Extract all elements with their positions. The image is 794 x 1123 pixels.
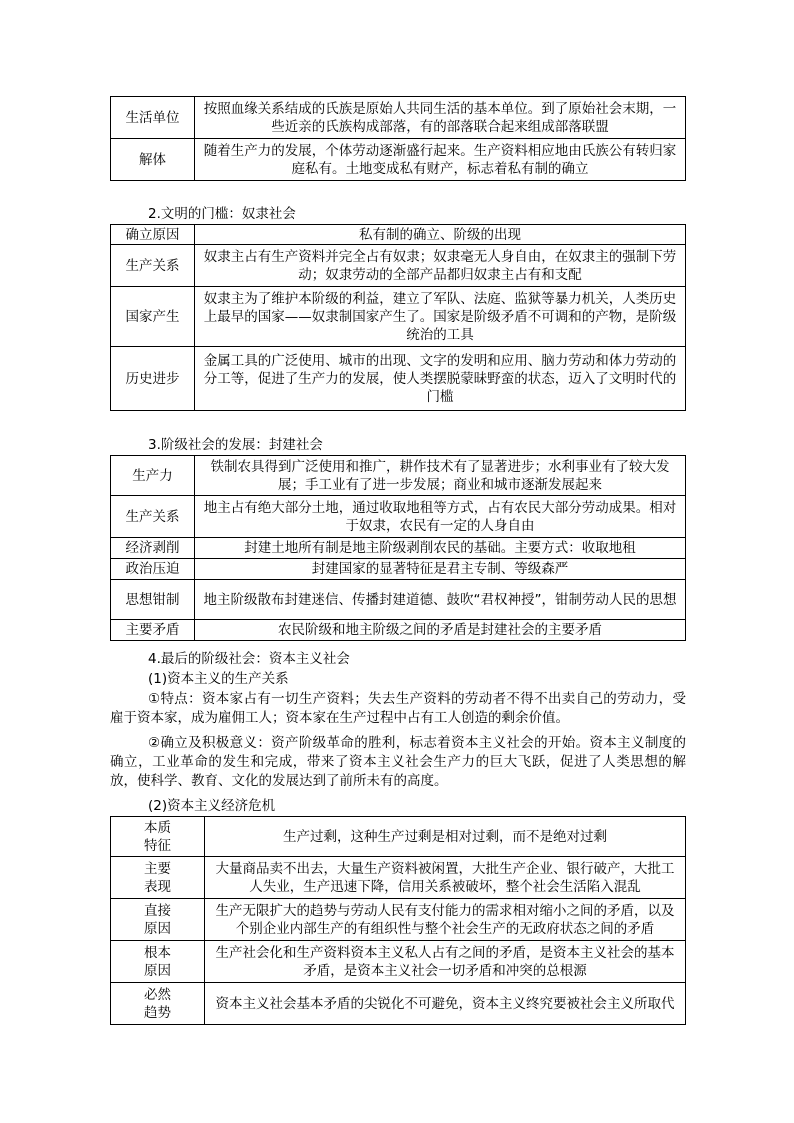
section-heading: 2.文明的门槛：奴隶社会 <box>148 206 296 222</box>
row-label: 生产关系 <box>111 245 195 287</box>
section-heading: 3.阶级社会的发展：封建社会 <box>148 437 323 453</box>
row-content: 奴隶主占有生产资料并完全占有奴隶；奴隶毫无人身自由，在奴隶主的强制下劳动；奴隶劳动的全部产品都归奴隶主占有和支配 <box>195 245 686 287</box>
row-label: 国家产生 <box>111 287 195 347</box>
subsection-heading: (2)资本主义经济危机 <box>148 798 276 814</box>
row-label: 历史进步 <box>111 347 195 411</box>
row-label-line: 原因 <box>144 920 171 937</box>
table-row <box>111 456 686 496</box>
row-label <box>111 983 205 1025</box>
row-content: 农民阶级和地主阶级之间的矛盾是封建社会的主要矛盾 <box>195 620 686 641</box>
table-row <box>111 899 686 941</box>
table-row <box>111 538 686 559</box>
paragraph-characteristics: ①特点：资本家占有一切生产资料；失去生产资料的劳动者不得不出卖自己的劳动力，受雇于资本家，成为雇佣工人；资本家在生产过程中占有工人创造的剩余价值。 <box>110 691 686 726</box>
subsection-heading: (1)资本主义的生产关系 <box>148 671 289 687</box>
paragraph-establishment: ②确立及积极意义：资产阶级革命的胜利，标志着资本主义社会的开始。资本主义制度的确立，工业革命的发生和完成，带来了资本主义社会生产力的巨大飞跃，促进了人类思想的解放，使科学、教育、文化的发展达到了前所未有的高度。 <box>110 735 686 789</box>
table-row <box>111 287 686 347</box>
row-label <box>111 857 205 899</box>
row-label: 生产力 <box>111 456 195 496</box>
row-content: 生产过剩，这种生产过剩是相对过剩，而不是绝对过剩 <box>205 817 686 857</box>
table-row <box>111 225 686 245</box>
table-slave-society <box>110 224 686 411</box>
table-row <box>111 857 686 899</box>
row-label: 主要矛盾 <box>111 620 195 641</box>
table-primitive-society <box>110 96 686 181</box>
table-row <box>111 580 686 620</box>
table-row <box>111 817 686 857</box>
row-label-line: 直接 <box>144 902 171 919</box>
table-row <box>111 347 686 411</box>
row-label-line: 表现 <box>144 878 171 895</box>
row-label <box>111 899 205 941</box>
row-content: 私有制的确立、阶级的出现 <box>195 225 686 245</box>
row-content: 大量商品卖不出去，大量生产资料被闲置，大批生产企业、银行破产，大批工人失业，生产迅速下降，信用关系被破坏，整个社会生活陷入混乱 <box>205 857 686 899</box>
row-content: 奴隶主为了维护本阶级的利益，建立了军队、法庭、监狱等暴力机关，人类历史上最早的国家——奴隶制国家产生了。国家是阶级矛盾不可调和的产物，是阶级统治的工具 <box>195 287 686 347</box>
row-label: 确立原因 <box>111 225 195 245</box>
row-label-line: 主要 <box>144 860 171 877</box>
row-content: 铁制农具得到广泛使用和推广，耕作技术有了显著进步；水利事业有了较大发展；手工业有了进一步发展；商业和城市逐渐发展起来 <box>195 456 686 496</box>
row-content: 随着生产力的发展，个体劳动逐渐盛行起来。生产资料相应地由氏族公有转归家庭私有。土地变成私有财产，标志着私有制的确立 <box>195 139 686 181</box>
table-row <box>111 941 686 983</box>
row-label: 经济剥削 <box>111 538 195 559</box>
row-content: 按照血缘关系结成的氏族是原始人共同生活的基本单位。到了原始社会末期，一些近亲的氏族构成部落，有的部落联合起来组成部落联盟 <box>195 97 686 139</box>
row-content: 封建土地所有制是地主阶级剥削农民的基础。主要方式：收取地租 <box>195 538 686 559</box>
row-label-line: 特征 <box>144 837 171 854</box>
row-label-line: 趋势 <box>144 1004 171 1021</box>
row-label-line: 根本 <box>144 944 171 961</box>
row-content: 生产社会化和生产资料资本主义私人占有之间的矛盾，是资本主义社会的基本矛盾，是资本主义社会一切矛盾和冲突的总根源 <box>205 941 686 983</box>
row-label: 思想钳制 <box>111 580 195 620</box>
row-label-line: 必然 <box>144 986 171 1003</box>
row-content: 资本主义社会基本矛盾的尖锐化不可避免，资本主义终究要被社会主义所取代 <box>205 983 686 1025</box>
table-feudal-society <box>110 455 686 641</box>
row-content: 地主占有绝大部分土地，通过收取地租等方式，占有农民大部分劳动成果。相对于奴隶，农民有一定的人身自由 <box>195 496 686 538</box>
table-row <box>111 496 686 538</box>
section-heading: 4.最后的阶级社会：资本主义社会 <box>148 651 350 667</box>
row-label: 解体 <box>111 139 195 181</box>
table-row <box>111 559 686 580</box>
row-label: 政治压迫 <box>111 559 195 580</box>
row-content: 封建国家的显著特征是君主专制、等级森严 <box>195 559 686 580</box>
row-content: 生产无限扩大的趋势与劳动人民有支付能力的需求相对缩小之间的矛盾，以及个别企业内部生产的有组织性与整个社会生产的无政府状态之间的矛盾 <box>205 899 686 941</box>
row-label: 生活单位 <box>111 97 195 139</box>
row-content: 地主阶级散布封建迷信、传播封建道德、鼓吹“君权神授”，钳制劳动人民的思想 <box>195 580 686 620</box>
row-label: 生产关系 <box>111 496 195 538</box>
row-label-line: 原因 <box>144 962 171 979</box>
row-label <box>111 817 205 857</box>
table-row <box>111 983 686 1025</box>
row-label-line: 本质 <box>144 819 171 836</box>
table-row <box>111 245 686 287</box>
table-row <box>111 139 686 181</box>
row-content: 金属工具的广泛使用、城市的出现、文字的发明和应用、脑力劳动和体力劳动的分工等，促进了生产力的发展，使人类摆脱蒙昧野蛮的状态，迈入了文明时代的门槛 <box>195 347 686 411</box>
table-row <box>111 97 686 139</box>
table-economic-crisis <box>110 816 686 1025</box>
row-label <box>111 941 205 983</box>
table-row <box>111 620 686 641</box>
